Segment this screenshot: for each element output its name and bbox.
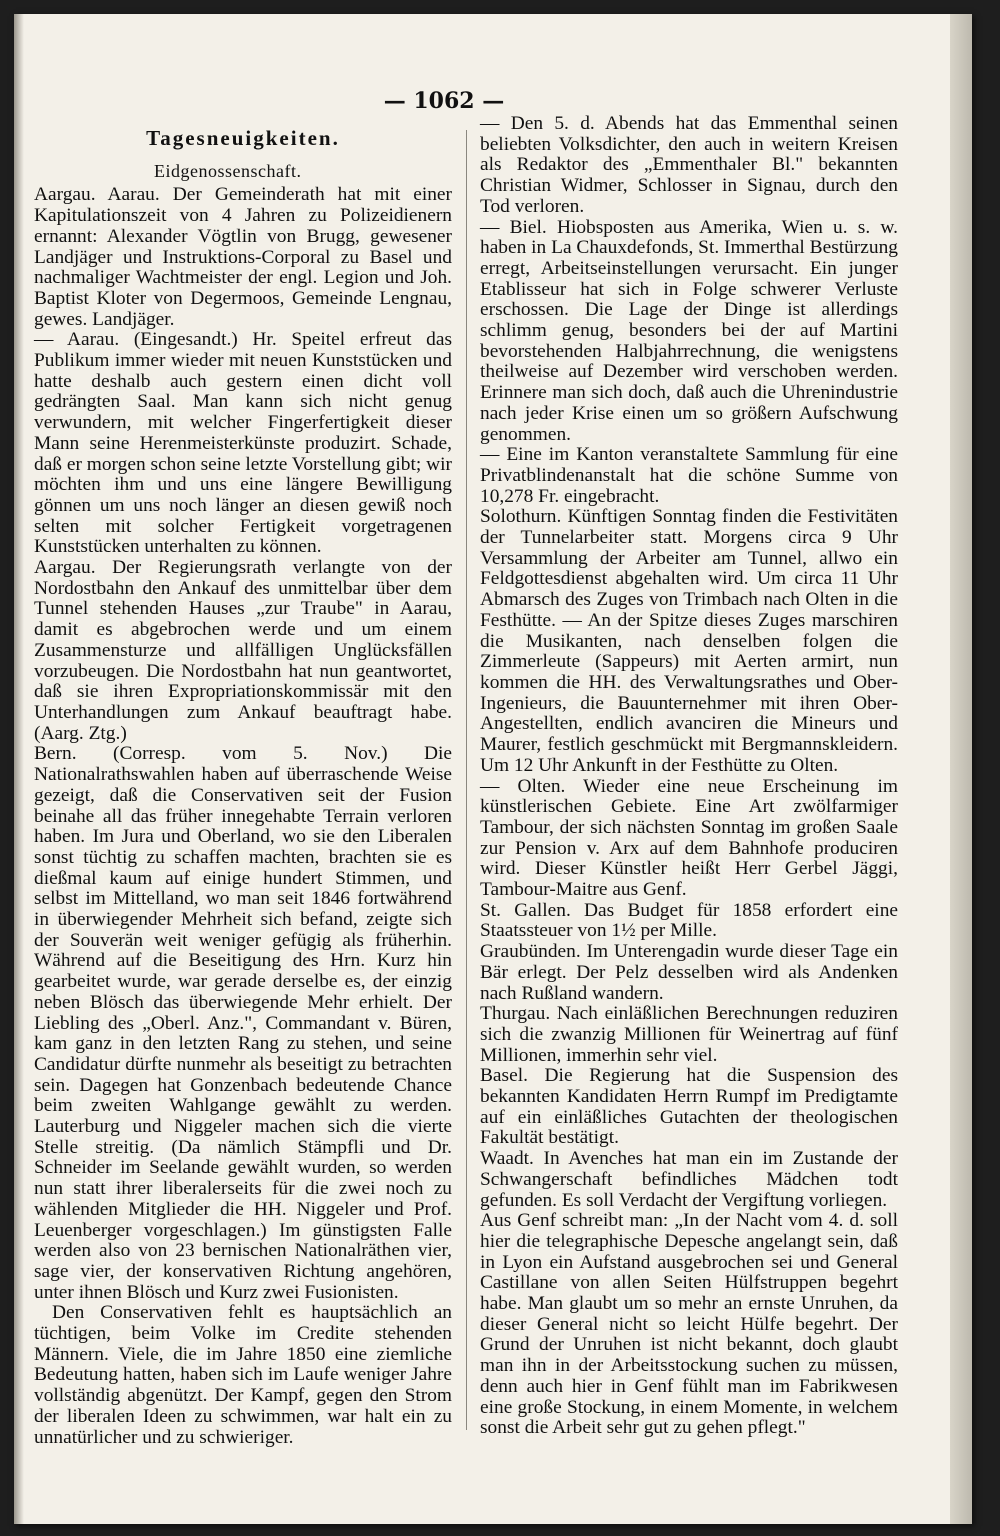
article-paragraph: Thurgau. Nach einläßlichen Berechnungen reduziren sich die zwanzig Millionen für Weinertrag auf fünf Millionen, immerhin sehr viel. — [480, 1003, 898, 1066]
article-paragraph: Waadt. In Avenches hat man ein im Zustande der Schwangerschaft befindliches Mädchen todt gefunden. Es soll Verdacht der Vergiftung vorliegen. — [480, 1148, 898, 1211]
column-divider — [466, 130, 467, 1430]
page-number: — 1062 — — [383, 88, 505, 114]
article-paragraph: Solothurn. Künftigen Sonntag finden die Festivitäten der Tunnelarbeiter statt. Morgens circa 9 Uhr Versammlung der Arbeiter am Tunnel, allwo ein Feldgottesdienst abgehalten wird. Um circa 11 Uhr Abmarsch des Zuges von Trimbach nach Olten in die Festhütte. — An der Spitze dieses Zuges marschiren die Musikanten, nach denselben folgen die Zimmerleute (Sappeurs) mit Aerten armirt, nun kommen die HH. des Verwaltungsrathes und Ober-Ingenieurs, die Bauunternehmer mit ihren Ober-Angestellten, endlich avanciren die Mineurs und Maurer, festlich geschmückt mit Bergmannskleidern. Um 12 Uhr Ankunft in der Festhütte zu Olten. — [480, 506, 898, 776]
article-paragraph: Aus Genf schreibt man: „In der Nacht vom 4. d. soll hier die telegraphische Depesche angelangt sein, daß in Lyon ein Aufstand ausgebrochen sei und General Castillane von allen Seiten Hülfstruppen begehrt habe. Man glaubt um so mehr an ernste Unruhen, da dieser General nicht so leicht Hülfe begehrt. Der Grund der Unruhen ist nicht bekannt, doch glaubt man ihn in der Arbeitsstockung suchen zu müssen, denn auch hier in Genf fühlt man im Fabrikwesen eine große Stockung, in einem Momente, in welchem sonst die Arbeit sehr gut zu gehen pflegt." — [480, 1210, 898, 1439]
article-paragraph: — Den 5. d. Abends hat das Emmenthal seinen beliebten Volksdichter, den auch in weitern Kreisen als Redaktor des „Emmenthaler Bl." bekannten Christian Widmer, Schlosser in Signau, durch den Tod verloren. — [480, 113, 898, 217]
article-paragraph: — Aarau. (Eingesandt.) Hr. Speitel erfreut das Publikum immer wieder mit neuen Kunststücken und hatte deshalb auch gestern einen dicht voll gedrängten Saal. Man kann sich nicht genug verwundern, mit welcher Fingerfertigkeit dieser Mann seine Herenmeisterkünste produzirt. Schade, daß er morgen schon seine letzte Vorstellung gibt; wir möchten ihm und uns eine längere Bewilligung gönnen um uns noch länger an diesen gewiß noch selten mit solcher Fertigkeit vorgetragenen Kunststücken unterhalten zu können. — [34, 329, 452, 558]
article-paragraph: St. Gallen. Das Budget für 1858 erfordert eine Staatssteuer von 1½ per Mille. — [480, 899, 898, 942]
newspaper-page — [14, 14, 972, 1524]
article-paragraph: — Eine im Kanton veranstaltete Sammlung für eine Privatblindenanstalt hat die schöne Summe von 10,278 Fr. eingebracht. — [480, 444, 898, 507]
article-paragraph: Bern. (Corresp. vom 5. Nov.) Die Nationalrathswahlen haben auf überraschende Weise gezeigt, daß die Conservativen seit der Fusion beinahe all das früher innegehabte Terrain verloren haben. Im Jura und Oberland, wo sie den Liberalen sonst tüchtig zu schaffen machten, brachten sie es dießmal kaum auf einige hundert Stimmen, und selbst im Mittelland, wo man seit 1846 fortwährend in überwiegender Mehrheit sich befand, zeigte sich der Souverän weit weniger gefügig als früherhin. Während auf die Beseitigung des Hrn. Kurz hin gearbeitet wurde, war gerade derselbe es, der einzig neben Blösch das überwiegende Mehr erhielt. Der Liebling des „Oberl. Anz.", Commandant v. Büren, kam ganz in den letzten Rang zu stehen, und seine Candidatur dürfte nunmehr als beseitigt zu betrachten sein. Dagegen hat Gonzenbach bedeutende Chance beim zweiten Wahlgange gewählt zu werden. Lauterburg und Niggeler machen sich die vierte Stelle streitig. (Da nämlich Stämpfli und Dr. Schneider im Seelande gewählt wurden, so werden nun statt ihrer liberalerseits für die zwei noch zu wählenden Mitglieder die HH. Niggeler und Prof. Leuenberger vorgeschlagen.) Im günstigsten Falle werden also von 23 bernischen Nationalräthen vier, sage vier, der konservativen Richtung angehören, unter ihnen Blösch und Kurz zwei Fusionisten. — [34, 743, 452, 1303]
article-paragraph: Aargau. Der Regierungsrath verlangte von der Nordostbahn den Ankauf des unmittelbar über dem Tunnel stehenden Hauses „zur Traube" in Aarau, damit es abgebrochen werde und um einem Zusammensturze und allfälligen Unglücksfällen vorzubeugen. Die Nordostbahn hat nun geantwortet, daß sie ihren Expropriationskommissär mit den Unterhandlungen zum Ankauf beauftragt habe. (Aarg. Ztg.) — [34, 557, 452, 744]
section-heading: Tagesneuigkeiten. — [146, 126, 340, 150]
article-paragraph: — Biel. Hiobsposten aus Amerika, Wien u. s. w. haben in La Chauxdefonds, St. Immerthal Bestürzung erregt, Arbeitseinstellungen verursacht. Ein junger Etablisseur hat sich in Folge schwerer Verluste erschossen. Die Lage der Dinge ist allerdings schlimm genug, besonders bei der auf Martini bevorstehenden Halbjahrrechnung, die wenigstens theilweise auf Dezember wird verschoben werden. Erinnere man sich doch, daß auch die Uhrenindustrie nach jeder Krise einen um so größern Aufschwung genommen. — [480, 216, 898, 445]
article-paragraph: Den Conservativen fehlt es hauptsächlich an tüchtigen, beim Volke im Credite stehenden Männern. Viele, die im Jahre 1850 eine ziemliche Bedeutung hatten, haben sich im Laufe weniger Jahre vollständig abgenützt. Der Kampf, gegen den Strom der liberalen Ideen zu schwimmen, war halt ein zu unnatürlicher und zu schwieriger. — [34, 1302, 452, 1448]
article-paragraph: Graubünden. Im Unterengadin wurde dieser Tage ein Bär erlegt. Der Pelz desselben wird als Andenken nach Rußland wandern. — [480, 941, 898, 1004]
sub-heading: Eidgenossenschaft. — [154, 160, 302, 181]
article-paragraph: — Olten. Wieder eine neue Erscheinung im künstlerischen Gebiete. Eine Art zwölfarmiger Tambour, der sich nächsten Sonntag im großen Saale zur Pension v. Arx auf dem Bahnhofe produciren wird. Dieser Künstler heißt Herr Gerbel Jäggi, Tambour-Maitre aus Genf. — [480, 775, 898, 901]
page-edge — [950, 14, 972, 1524]
page-binding-shadow — [14, 14, 24, 1524]
article-paragraph: Aargau. Aarau. Der Gemeinderath hat mit einer Kapitulationszeit von 4 Jahren zu Polizeidienern ernannt: Alexander Vögtlin von Brugg, gewesener Landjäger und Instruktions-Corporal zu Basel und nachmaliger Wachtmeister der engl. Legion und Joh. Baptist Kloter von Degermoos, Gemeinde Lengnau, gewes. Landjäger. — [34, 184, 452, 330]
left-column — [34, 114, 452, 1448]
article-paragraph: Basel. Die Regierung hat die Suspension des bekannten Kandidaten Herrn Rumpf im Predigtamte auf ein einläßliches Gutachten der theologischen Fakultät bestätigt. — [480, 1065, 898, 1149]
right-column — [480, 114, 898, 1439]
